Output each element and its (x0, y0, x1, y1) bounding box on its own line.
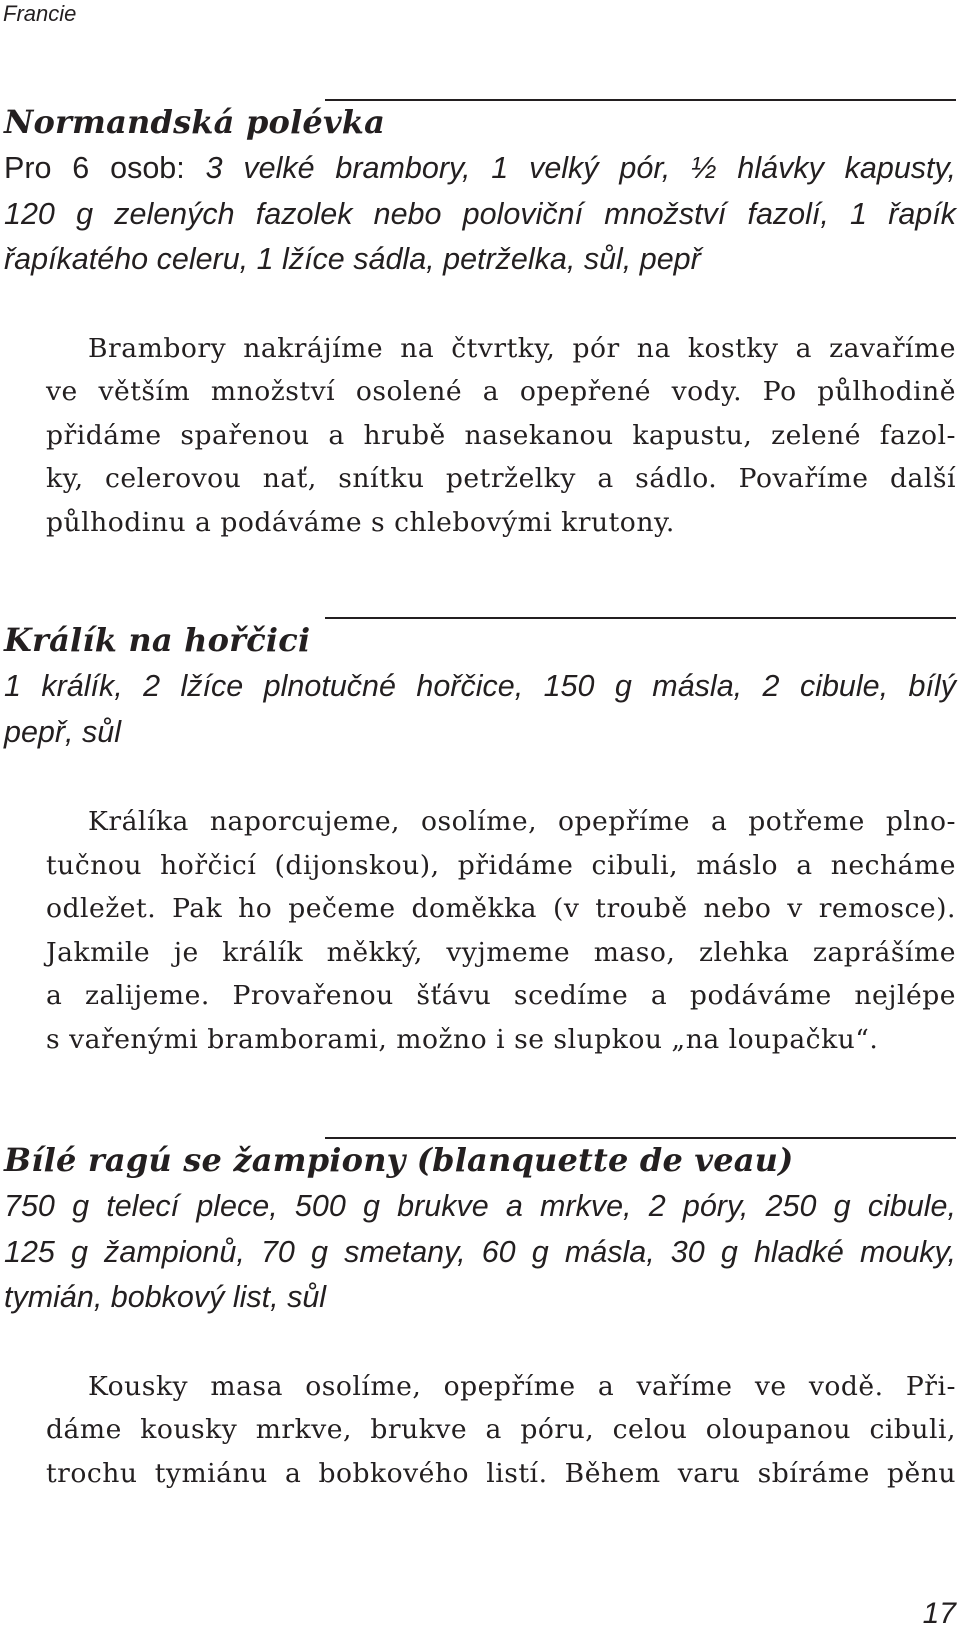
ingredients-line: 120 g zelených fazolek nebo poloviční množství fazolí, 1 řapík (4, 196, 956, 231)
method-line: trochu tymiánu a bobkového listí. Během varu sbíráme pěnu (46, 1457, 956, 1489)
recipe-kralik-na-horcici (4, 617, 956, 1061)
recipe-bile-ragu (4, 1137, 956, 1495)
ingredients-line: řapíkatého celeru, 1 lžíce sádla, petrželka, sůl, pepř (4, 242, 701, 276)
method-line: a zalijeme. Provařenou šťávu scedíme a podáváme nejlépe (46, 980, 956, 1011)
ingredients (4, 664, 956, 755)
method-line: Jakmile je králík měkký, vyjmeme maso, zlehka zaprášíme (46, 936, 956, 968)
method-line: přidáme spařenou a hrubě nasekanou kapustu, zelené fazol- (46, 419, 956, 451)
ingredients-line: 750 g telecí plece, 500 g brukve a mrkve, 2 póry, 250 g cibule, (4, 1189, 956, 1223)
method-line: půlhodinu a podáváme s chlebovými krutony. (46, 506, 675, 538)
method-line: odležet. Pak ho pečeme doměkka (v troubě nebo v remosce). (46, 893, 956, 924)
method-line: ve větším množství osolené a opepřené vody. Po půlhodině (46, 376, 956, 407)
method-line: tučnou hořčicí (dijonskou), přidáme cibuli, máslo a necháme (46, 849, 956, 881)
page-number: 17 (922, 1597, 956, 1630)
ingredients (4, 146, 956, 283)
recipe-normandska-polevka (4, 99, 956, 544)
ingredients-line: tymián, bobkový list, sůl (4, 1280, 327, 1314)
method-paragraph (4, 327, 956, 545)
method-paragraph (4, 1365, 956, 1496)
ingredients-line: pepř, sůl (4, 714, 121, 749)
running-head: Francie (3, 1, 77, 26)
method-line: ky, celerovou nať, snítku petrželky a sádlo. Povaříme další (46, 463, 956, 494)
ingredients-lead: Pro 6 osob: (4, 151, 206, 185)
method-line: s vařenými bramborami, možno i se slupkou „na loupačku“. (46, 1023, 879, 1055)
method-line: Kousky masa osolíme, opepříme a vaříme ve vodě. Při- (88, 1370, 956, 1402)
ingredients-line: 125 g žampionů, 70 g smetany, 60 g másla, 30 g hladké mouky, (4, 1234, 956, 1269)
ingredients-line: 1 králík, 2 lžíce plnotučné hořčice, 150 g másla, 2 cibule, bílý (4, 669, 956, 703)
method-line: dáme kousky mrkve, brukve a póru, celou oloupanou cibuli, (46, 1414, 956, 1445)
ingredients (4, 1184, 956, 1321)
recipe-title: Normandská polévka (4, 103, 386, 141)
method-paragraph (4, 800, 956, 1061)
ingredients-line: Pro 6 osob: 3 velké brambory, 1 velký pór, ½ hlávky kapusty, (4, 151, 956, 185)
method-line: Králíka naporcujeme, osolíme, opepříme a potřeme plno- (88, 806, 956, 837)
method-line: Brambory nakrájíme na čtvrtky, pór na kostky a zavaříme (88, 332, 956, 364)
recipe-title: Bílé ragú se žampiony (blanquette de veau) (4, 1141, 794, 1179)
recipe-title: Králík na hořčici (4, 621, 311, 659)
